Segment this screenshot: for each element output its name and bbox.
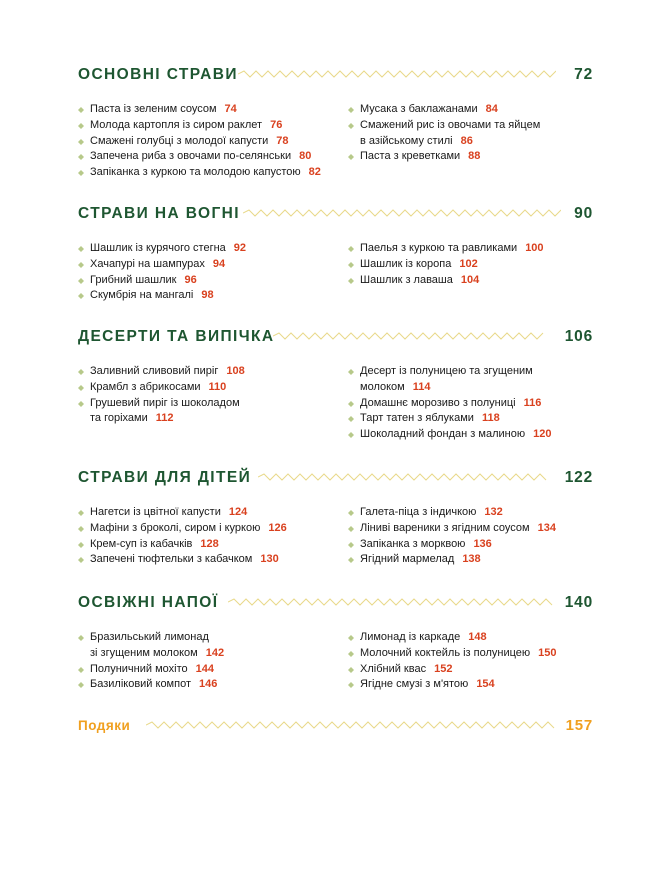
leaf-bullet-icon [348, 401, 354, 407]
leaf-bullet-icon [348, 262, 354, 268]
right-column [348, 630, 593, 693]
leaf-bullet-icon [348, 510, 354, 516]
entry-page-number: 134 [537, 521, 556, 534]
entry-title: Нагетси із цвітної капусти [90, 506, 221, 518]
toc-entry [348, 552, 593, 568]
entry-title: Хлібний квас [360, 662, 427, 675]
leaf-bullet-icon [348, 432, 354, 438]
leaf-bullet-icon [78, 557, 84, 563]
toc-entry [78, 521, 348, 537]
entry-title: Полуничний мохіто [90, 662, 188, 675]
entry-title: Скумбрія на мангалі [90, 289, 194, 302]
section-title: ОСВІЖНІ НАПОЇ [78, 594, 219, 611]
toc-entry [78, 380, 348, 396]
toc-entry [78, 677, 348, 693]
toc-entry [348, 241, 593, 257]
toc-section [78, 205, 593, 302]
thanks-section [78, 717, 593, 739]
entry-page-number: 116 [523, 396, 542, 409]
entry-page-number: 86 [460, 134, 473, 147]
entry-page-number: 154 [476, 678, 495, 691]
entry-title: Мусака з баклажанами [360, 103, 478, 115]
entry-title: Мафіни з броколі, сиром і куркою [90, 521, 261, 534]
wave-divider [228, 597, 553, 607]
entry-title: Крем-суп із кабачків [90, 537, 193, 550]
section-header [78, 328, 593, 350]
right-column [348, 102, 593, 165]
leaf-bullet-icon [348, 542, 354, 548]
entry-page-number: 114 [412, 380, 431, 393]
wave-divider [238, 69, 556, 79]
toc-entry [78, 165, 348, 181]
entry-page-number: 148 [468, 631, 487, 643]
toc-entry [348, 646, 593, 662]
entry-title: Шоколадний фондан з малиною [360, 428, 526, 441]
wave-divider [258, 472, 548, 482]
entry-title: Паста із зеленим соусом [90, 103, 217, 115]
entry-page-number: 76 [270, 118, 283, 131]
entry-title: Паелья з куркою та равликами [360, 242, 518, 254]
entry-page-number: 102 [459, 257, 478, 270]
right-column [348, 241, 593, 288]
toc-entry [78, 537, 348, 553]
entry-page-number: 130 [260, 553, 279, 566]
thanks-title: Подяки [78, 718, 131, 733]
entry-title: Шашлик з лаваша [360, 273, 453, 286]
right-column [348, 364, 593, 443]
entry-page-number: 84 [485, 103, 498, 115]
entry-page-number: 146 [199, 678, 218, 691]
leaf-bullet-icon [78, 139, 84, 145]
entry-title: Ягідний мармелад [360, 553, 455, 566]
entry-title: Запечені тюфтельки з кабачком [90, 553, 253, 566]
entry-title: Бразильський лимонад [90, 631, 209, 643]
section-title: ОСНОВНІ СТРАВИ [78, 66, 238, 83]
entry-title: Паста з креветками [360, 150, 461, 163]
toc-entry [78, 288, 348, 304]
toc-entry [78, 273, 348, 289]
leaf-bullet-icon [78, 667, 84, 673]
toc-entry [78, 149, 348, 165]
leaf-bullet-icon [348, 107, 354, 113]
leaf-bullet-icon [78, 401, 84, 407]
entry-title: Домашнє морозиво з полуниці [360, 396, 516, 409]
leaf-bullet-icon [78, 154, 84, 160]
entry-title: Запіканка з куркою та молодою капустою [90, 166, 301, 179]
leaf-bullet-icon [348, 526, 354, 532]
entry-title: Запечена риба з овочами по-селянськи [90, 150, 292, 163]
leaf-bullet-icon [348, 635, 354, 641]
entry-title: в азійському стилі [360, 134, 453, 147]
section-title: СТРАВИ ДЛЯ ДІТЕЙ [78, 469, 252, 486]
section-header [78, 717, 593, 739]
section-header [78, 469, 593, 491]
entry-title: Галета-піца з індичкою [360, 506, 477, 518]
leaf-bullet-icon [78, 246, 84, 252]
toc-entry [348, 662, 593, 678]
section-page-number: 122 [564, 469, 593, 486]
entry-title: Крамбл з абрикосами [90, 380, 201, 393]
entry-page-number: 74 [224, 103, 237, 115]
entry-title: Молочний коктейль із полуницею [360, 646, 531, 659]
left-column [78, 241, 348, 304]
toc-entry [78, 552, 348, 568]
entry-title: Ліниві вареники з ягідним соусом [360, 521, 530, 534]
toc-entry [348, 427, 593, 443]
entry-page-number: 98 [201, 289, 214, 302]
entry-page-number: 150 [538, 646, 557, 659]
leaf-bullet-icon [348, 651, 354, 657]
entry-page-number: 82 [308, 166, 321, 179]
toc-entry [348, 521, 593, 537]
toc-section [78, 469, 593, 566]
entry-page-number: 80 [299, 150, 312, 163]
toc-entry [78, 241, 348, 257]
leaf-bullet-icon [78, 262, 84, 268]
right-column [348, 505, 593, 568]
thanks-page-number: 157 [565, 717, 593, 734]
left-column [78, 505, 348, 568]
toc-section [78, 594, 593, 691]
toc-entry [348, 505, 593, 521]
leaf-bullet-icon [348, 682, 354, 688]
toc-entry [78, 102, 348, 118]
toc-entry [348, 149, 593, 165]
entry-page-number: 92 [233, 242, 247, 254]
leaf-bullet-icon [78, 170, 84, 176]
leaf-bullet-icon [78, 526, 84, 532]
leaf-bullet-icon [348, 369, 354, 375]
entry-title: Тарт татен з яблуками [360, 412, 474, 425]
toc-entry [78, 134, 348, 150]
toc-entry [348, 364, 593, 396]
toc-entry [78, 257, 348, 273]
entry-page-number: 132 [484, 506, 503, 518]
leaf-bullet-icon [348, 278, 354, 284]
entry-title: Заливний сливовий пиріг [90, 365, 219, 377]
toc-entry [78, 364, 348, 380]
toc-entry [78, 630, 348, 662]
toc-entry [348, 537, 593, 553]
entry-title: Лимонад із каркаде [360, 631, 461, 643]
toc-entry [348, 396, 593, 412]
entry-page-number: 126 [268, 521, 287, 534]
entry-title: Базиліковий компот [90, 678, 191, 691]
entry-page-number: 120 [533, 428, 552, 441]
entry-title: Запіканка з морквою [360, 537, 466, 550]
leaf-bullet-icon [78, 107, 84, 113]
wave-divider [273, 331, 545, 341]
entry-page-number: 138 [462, 553, 481, 566]
toc-entry [348, 411, 593, 427]
left-column [78, 102, 348, 181]
entry-page-number: 108 [226, 365, 245, 377]
entry-page-number: 144 [195, 662, 214, 675]
section-header [78, 66, 593, 88]
section-page-number: 106 [564, 328, 593, 345]
leaf-bullet-icon [348, 154, 354, 160]
leaf-bullet-icon [348, 123, 354, 129]
toc-entry [348, 102, 593, 118]
entry-title: Смажені голубці з молодої капусти [90, 134, 269, 147]
left-column [78, 630, 348, 693]
entry-page-number: 118 [481, 412, 500, 425]
leaf-bullet-icon [78, 385, 84, 391]
leaf-bullet-icon [78, 278, 84, 284]
section-title: ДЕСЕРТИ ТА ВИПІЧКА [78, 328, 275, 345]
toc-entry [78, 662, 348, 678]
leaf-bullet-icon [78, 635, 84, 641]
entry-page-number: 96 [184, 273, 197, 286]
toc-section [78, 328, 593, 441]
entry-page-number: 94 [212, 257, 226, 270]
entry-title: Десерт із полуницею та згущеним [360, 365, 533, 377]
entry-title: Грибний шашлик [90, 273, 177, 286]
left-column [78, 364, 348, 427]
entry-title: зі згущеним молоком [90, 646, 198, 659]
section-header [78, 594, 593, 616]
entry-title: Молода картопля із сиром раклет [90, 118, 263, 131]
entry-title: молоком [360, 380, 405, 393]
entry-page-number: 110 [208, 380, 227, 393]
entry-page-number: 78 [276, 134, 289, 147]
toc-entry [348, 630, 593, 646]
leaf-bullet-icon [78, 293, 84, 299]
entry-title: та горіхами [90, 412, 148, 425]
leaf-bullet-icon [348, 557, 354, 563]
toc-section [78, 66, 593, 179]
entry-page-number: 136 [473, 537, 492, 550]
entry-page-number: 104 [460, 273, 480, 286]
entry-page-number: 152 [434, 662, 453, 675]
entry-title: Грушевий пиріг із шоколадом [90, 396, 240, 409]
leaf-bullet-icon [348, 416, 354, 422]
toc-entry [78, 118, 348, 134]
leaf-bullet-icon [78, 369, 84, 375]
toc-entry [348, 677, 593, 693]
section-page-number: 140 [564, 594, 593, 611]
leaf-bullet-icon [348, 667, 354, 673]
entry-page-number: 142 [205, 646, 225, 659]
entry-page-number: 112 [155, 412, 174, 425]
entry-page-number: 88 [468, 150, 481, 163]
entry-page-number: 128 [200, 537, 219, 550]
leaf-bullet-icon [348, 246, 354, 252]
leaf-bullet-icon [78, 510, 84, 516]
entry-title: Ягідне смузі з м'ятою [360, 678, 469, 691]
section-page-number: 90 [574, 205, 593, 222]
leaf-bullet-icon [78, 542, 84, 548]
entry-title: Шашлик із курячого стегна [90, 242, 226, 254]
toc-entry [348, 273, 593, 289]
toc-entry [78, 396, 348, 428]
section-header [78, 205, 593, 227]
wave-divider [146, 720, 556, 730]
entry-page-number: 124 [228, 506, 248, 518]
entry-title: Шашлик із коропа [360, 257, 452, 270]
entry-page-number: 100 [525, 242, 544, 254]
section-title: СТРАВИ НА ВОГНІ [78, 205, 240, 222]
toc-entry [348, 118, 593, 150]
leaf-bullet-icon [78, 682, 84, 688]
leaf-bullet-icon [78, 123, 84, 129]
wave-divider [243, 208, 561, 218]
toc-entry [78, 505, 348, 521]
entry-title: Хачапурі на шампурах [90, 257, 205, 270]
toc-entry [348, 257, 593, 273]
section-page-number: 72 [574, 66, 593, 83]
entry-title: Смажений рис із овочами та яйцем [360, 118, 541, 131]
